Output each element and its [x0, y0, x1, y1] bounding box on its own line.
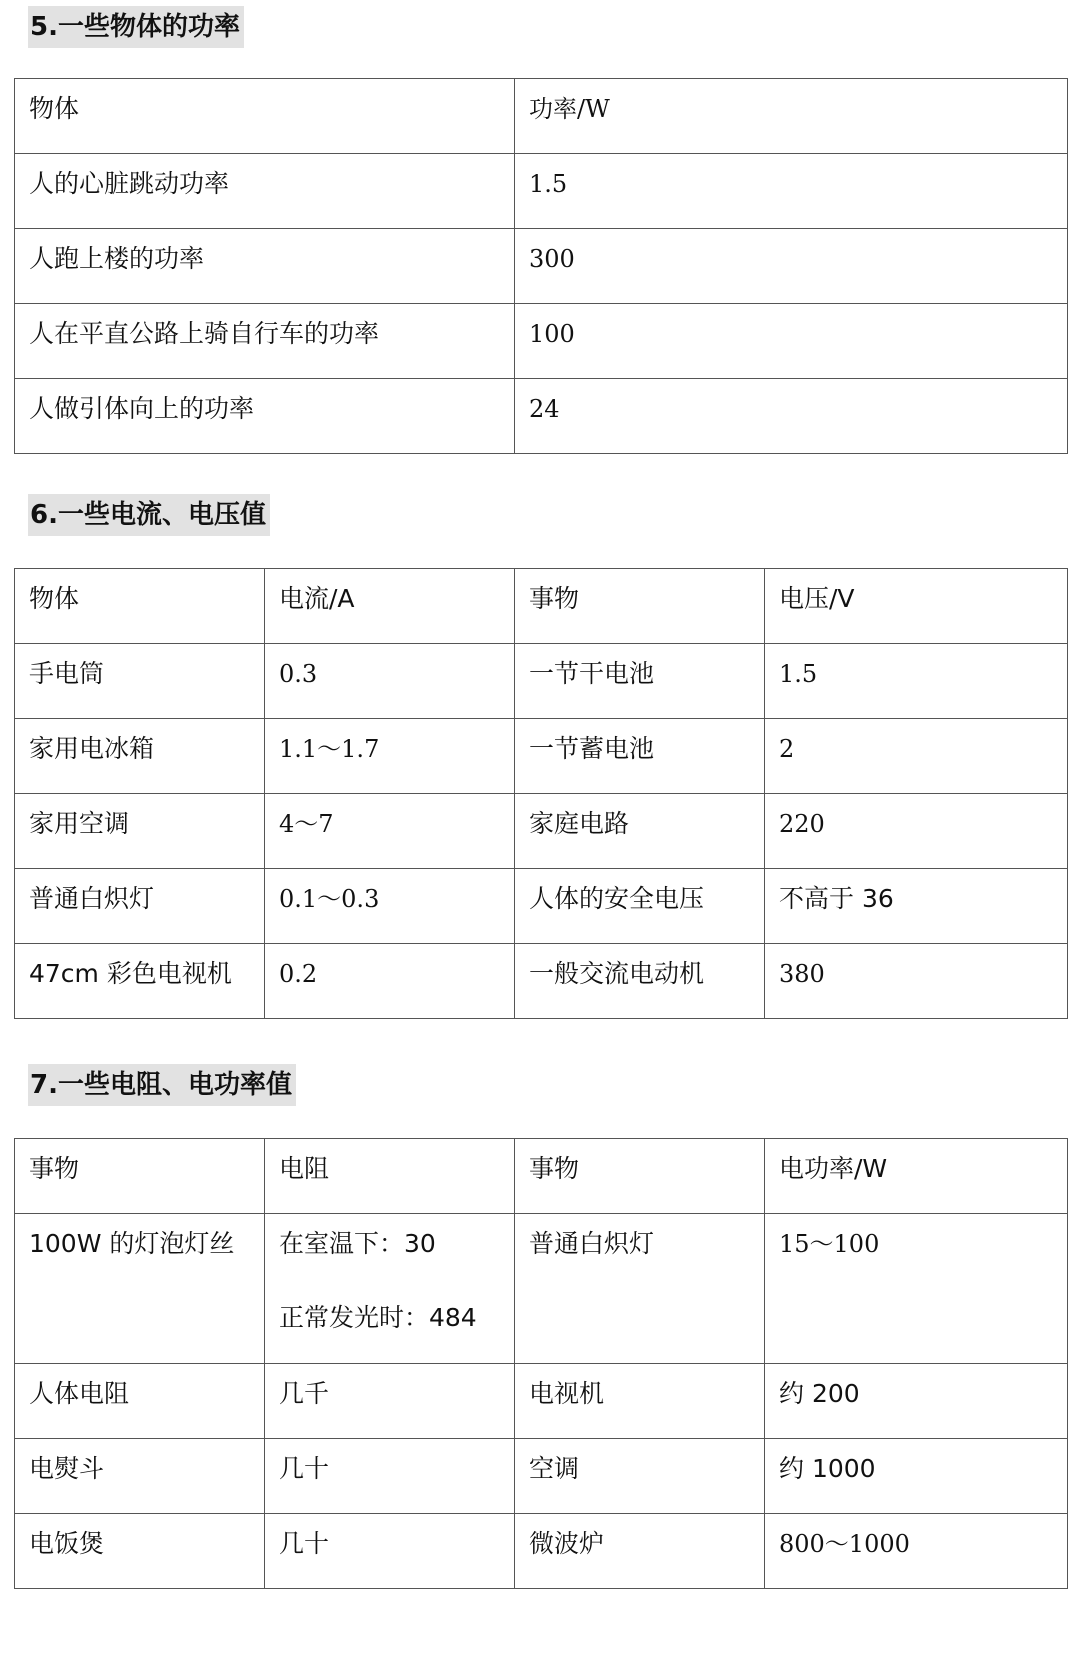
header-cell-resistance: 电阻 — [265, 1139, 515, 1214]
resistance-room-temp: 在室温下：30 — [279, 1229, 436, 1258]
cell-power: 300 — [515, 229, 1068, 304]
section-5-title: 5.一些物体的功率 — [28, 6, 244, 48]
cell-object: 人在平直公路上骑自行车的功率 — [15, 304, 515, 379]
cell-resistance: 几十 — [265, 1514, 515, 1589]
resistance-glowing: 正常发光时：484 — [279, 1303, 477, 1332]
table-row — [15, 229, 1068, 304]
header-cell-electric-power: 电功率/W — [765, 1139, 1068, 1214]
table-header-row — [15, 79, 1068, 154]
section-6-title: 6.一些电流、电压值 — [28, 494, 270, 536]
cell-thing: 电熨斗 — [15, 1439, 265, 1514]
cell-thing: 人体的安全电压 — [515, 869, 765, 944]
table-row — [15, 1214, 1068, 1364]
cell-current: 4～7 — [265, 794, 515, 869]
cell-object: 人做引体向上的功率 — [15, 379, 515, 454]
current-voltage-table — [14, 568, 1068, 1019]
cell-object: 手电筒 — [15, 644, 265, 719]
cell-current: 1.1～1.7 — [265, 719, 515, 794]
cell-voltage: 220 — [765, 794, 1068, 869]
header-cell-thing: 事物 — [515, 1139, 765, 1214]
cell-thing: 电视机 — [515, 1364, 765, 1439]
cell-electric-power: 约 200 — [765, 1364, 1068, 1439]
table-row — [15, 644, 1068, 719]
cell-object: 普通白炽灯 — [15, 869, 265, 944]
cell-electric-power: 800～1000 — [765, 1514, 1068, 1589]
table-row — [15, 1364, 1068, 1439]
cell-resistance — [265, 1214, 515, 1364]
cell-thing: 电饭煲 — [15, 1514, 265, 1589]
power-table — [14, 78, 1068, 454]
table-row — [15, 1439, 1068, 1514]
cell-thing: 微波炉 — [515, 1514, 765, 1589]
cell-thing: 100W 的灯泡灯丝 — [15, 1214, 265, 1364]
cell-current: 0.3 — [265, 644, 515, 719]
table-row — [15, 719, 1068, 794]
cell-voltage: 1.5 — [765, 644, 1068, 719]
cell-thing: 空调 — [515, 1439, 765, 1514]
table-row — [15, 869, 1068, 944]
table-row — [15, 154, 1068, 229]
table-header-row — [15, 1139, 1068, 1214]
cell-power: 24 — [515, 379, 1068, 454]
cell-voltage: 2 — [765, 719, 1068, 794]
cell-voltage: 不高于 36 — [765, 869, 1068, 944]
header-cell-object: 物体 — [15, 79, 515, 154]
table-row — [15, 379, 1068, 454]
table-row — [15, 794, 1068, 869]
cell-thing: 普通白炽灯 — [515, 1214, 765, 1364]
cell-object: 家用空调 — [15, 794, 265, 869]
cell-resistance: 几十 — [265, 1439, 515, 1514]
header-cell-thing: 事物 — [15, 1139, 265, 1214]
header-cell-voltage: 电压/V — [765, 569, 1068, 644]
cell-power: 100 — [515, 304, 1068, 379]
cell-thing: 家庭电路 — [515, 794, 765, 869]
header-cell-power: 功率/W — [515, 79, 1068, 154]
cell-current: 0.1～0.3 — [265, 869, 515, 944]
table-header-row — [15, 569, 1068, 644]
cell-electric-power: 约 1000 — [765, 1439, 1068, 1514]
cell-object: 人跑上楼的功率 — [15, 229, 515, 304]
cell-resistance: 几千 — [265, 1364, 515, 1439]
cell-voltage: 380 — [765, 944, 1068, 1019]
header-cell-thing: 事物 — [515, 569, 765, 644]
cell-electric-power: 15～100 — [765, 1214, 1068, 1364]
table-row — [15, 1514, 1068, 1589]
cell-object: 家用电冰箱 — [15, 719, 265, 794]
cell-object: 人的心脏跳动功率 — [15, 154, 515, 229]
cell-thing: 一节蓄电池 — [515, 719, 765, 794]
header-cell-current: 电流/A — [265, 569, 515, 644]
cell-thing: 人体电阻 — [15, 1364, 265, 1439]
table-row — [15, 944, 1068, 1019]
header-cell-object: 物体 — [15, 569, 265, 644]
cell-current: 0.2 — [265, 944, 515, 1019]
cell-thing: 一般交流电动机 — [515, 944, 765, 1019]
cell-object: 47cm 彩色电视机 — [15, 944, 265, 1019]
section-7-title: 7.一些电阻、电功率值 — [28, 1064, 296, 1106]
table-row — [15, 304, 1068, 379]
cell-thing: 一节干电池 — [515, 644, 765, 719]
cell-power: 1.5 — [515, 154, 1068, 229]
resistance-power-table — [14, 1138, 1068, 1589]
